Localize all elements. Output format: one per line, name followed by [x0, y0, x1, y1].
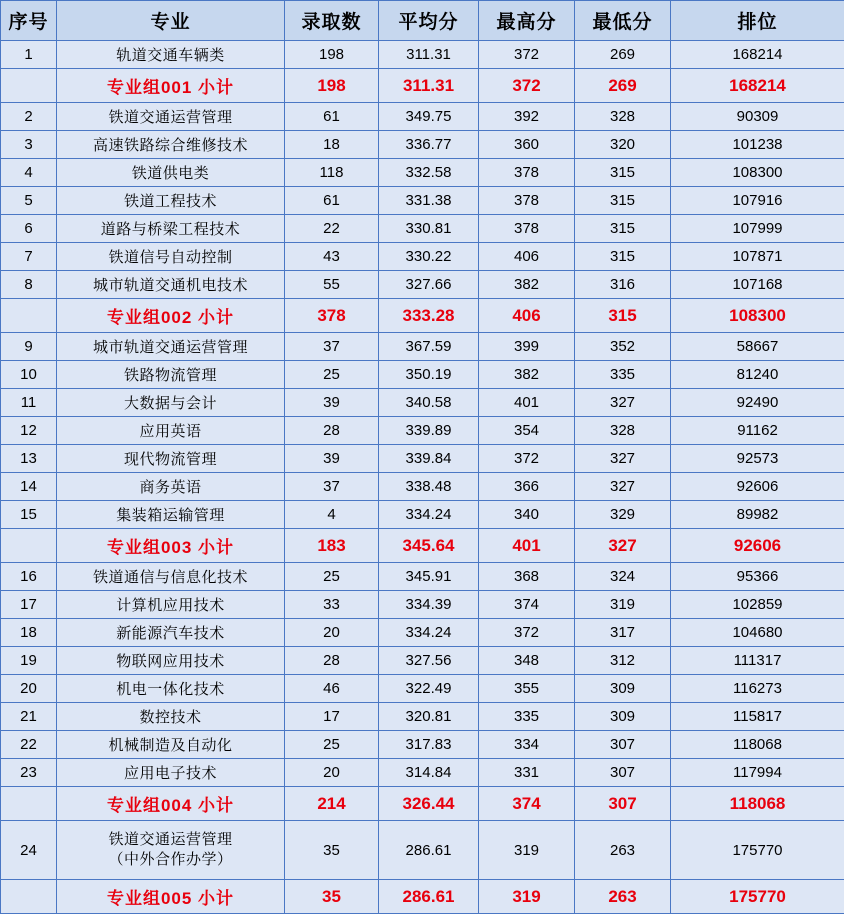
cell-index: 20 — [1, 675, 57, 703]
column-header-index: 序号 — [1, 1, 57, 41]
table-row — [1, 361, 844, 389]
cell-min-score: 352 — [575, 333, 671, 361]
table-row — [1, 473, 844, 501]
cell-max-score: 340 — [479, 501, 575, 529]
cell-max-score: 372 — [479, 619, 575, 647]
cell-min-score: 315 — [575, 187, 671, 215]
cell-major: 铁道工程技术 — [57, 187, 285, 215]
cell-index: 17 — [1, 591, 57, 619]
cell-major: 计算机应用技术 — [57, 591, 285, 619]
cell-index: 13 — [1, 445, 57, 473]
cell-average-score: 334.24 — [379, 619, 479, 647]
cell-max-score: 334 — [479, 731, 575, 759]
cell-rank: 95366 — [671, 563, 844, 591]
cell-rank: 168214 — [671, 41, 844, 69]
subtotal-admitted-count-cell: 35 — [285, 880, 379, 914]
cell-rank: 107871 — [671, 243, 844, 271]
cell-admitted-count: 28 — [285, 417, 379, 445]
cell-admitted-count: 25 — [285, 361, 379, 389]
cell-average-score: 350.19 — [379, 361, 479, 389]
cell-average-score: 320.81 — [379, 703, 479, 731]
cell-min-score: 327 — [575, 389, 671, 417]
cell-average-score: 334.39 — [379, 591, 479, 619]
cell-index: 3 — [1, 131, 57, 159]
cell-min-score: 263 — [575, 821, 671, 880]
cell-average-score: 317.83 — [379, 731, 479, 759]
cell-min-score: 327 — [575, 473, 671, 501]
cell-admitted-count: 18 — [285, 131, 379, 159]
cell-admitted-count: 118 — [285, 159, 379, 187]
cell-min-score: 335 — [575, 361, 671, 389]
cell-max-score: 368 — [479, 563, 575, 591]
header-row — [1, 1, 844, 41]
table-row — [1, 271, 844, 299]
cell-min-score: 327 — [575, 445, 671, 473]
cell-major: 机电一体化技术 — [57, 675, 285, 703]
cell-rank: 108300 — [671, 159, 844, 187]
table-row — [1, 619, 844, 647]
cell-admitted-count: 20 — [285, 759, 379, 787]
cell-average-score: 334.24 — [379, 501, 479, 529]
cell-average-score: 327.66 — [379, 271, 479, 299]
cell-rank: 116273 — [671, 675, 844, 703]
subtotal-average-score-cell: 311.31 — [379, 69, 479, 103]
table-row — [1, 703, 844, 731]
cell-index: 6 — [1, 215, 57, 243]
subtotal-index-cell — [1, 880, 57, 914]
subtotal-max-score-cell: 406 — [479, 299, 575, 333]
cell-rank: 102859 — [671, 591, 844, 619]
table-row — [1, 501, 844, 529]
table-body — [1, 41, 844, 914]
cell-min-score: 309 — [575, 675, 671, 703]
column-header-max-score: 最高分 — [479, 1, 575, 41]
cell-major: 新能源汽车技术 — [57, 619, 285, 647]
cell-admitted-count: 37 — [285, 333, 379, 361]
subtotal-admitted-count-cell: 214 — [285, 787, 379, 821]
table-row — [1, 821, 844, 880]
cell-average-score: 338.48 — [379, 473, 479, 501]
cell-major: 城市轨道交通运营管理 — [57, 333, 285, 361]
cell-max-score: 406 — [479, 243, 575, 271]
subtotal-major-cell: 专业组001 小计 — [57, 69, 285, 103]
cell-major: 铁道交通运营管理 — [57, 103, 285, 131]
table-row — [1, 215, 844, 243]
subtotal-major-cell: 专业组005 小计 — [57, 880, 285, 914]
cell-min-score: 316 — [575, 271, 671, 299]
subtotal-min-score-cell: 269 — [575, 69, 671, 103]
cell-admitted-count: 17 — [285, 703, 379, 731]
table-row — [1, 389, 844, 417]
cell-min-score: 309 — [575, 703, 671, 731]
major-name-line: 铁道交通运营管理 — [57, 830, 284, 850]
cell-index: 4 — [1, 159, 57, 187]
cell-max-score: 366 — [479, 473, 575, 501]
cell-major: 铁道通信与信息化技术 — [57, 563, 285, 591]
subtotal-max-score-cell: 319 — [479, 880, 575, 914]
cell-admitted-count: 43 — [285, 243, 379, 271]
cell-max-score: 378 — [479, 187, 575, 215]
cell-rank: 90309 — [671, 103, 844, 131]
cell-min-score: 324 — [575, 563, 671, 591]
table-row — [1, 591, 844, 619]
cell-admitted-count: 39 — [285, 445, 379, 473]
subtotal-average-score-cell: 326.44 — [379, 787, 479, 821]
cell-rank: 117994 — [671, 759, 844, 787]
cell-min-score: 315 — [575, 215, 671, 243]
cell-index: 8 — [1, 271, 57, 299]
subtotal-min-score-cell: 315 — [575, 299, 671, 333]
cell-max-score: 331 — [479, 759, 575, 787]
cell-average-score: 286.61 — [379, 821, 479, 880]
cell-index: 5 — [1, 187, 57, 215]
subtotal-min-score-cell: 327 — [575, 529, 671, 563]
cell-average-score: 339.84 — [379, 445, 479, 473]
cell-max-score: 335 — [479, 703, 575, 731]
table-row — [1, 187, 844, 215]
subtotal-max-score-cell: 401 — [479, 529, 575, 563]
cell-major: 轨道交通车辆类 — [57, 41, 285, 69]
cell-major: 铁道信号自动控制 — [57, 243, 285, 271]
table-header — [1, 1, 844, 41]
cell-rank: 91162 — [671, 417, 844, 445]
major-name-line: （中外合作办学） — [57, 850, 284, 870]
cell-min-score: 315 — [575, 159, 671, 187]
subtotal-rank-cell: 118068 — [671, 787, 844, 821]
cell-rank: 92573 — [671, 445, 844, 473]
cell-average-score: 345.91 — [379, 563, 479, 591]
cell-major — [57, 821, 285, 880]
cell-average-score: 322.49 — [379, 675, 479, 703]
cell-max-score: 354 — [479, 417, 575, 445]
table-row — [1, 131, 844, 159]
cell-average-score: 367.59 — [379, 333, 479, 361]
cell-index: 15 — [1, 501, 57, 529]
cell-index: 9 — [1, 333, 57, 361]
cell-rank: 175770 — [671, 821, 844, 880]
cell-index: 22 — [1, 731, 57, 759]
cell-admitted-count: 61 — [285, 103, 379, 131]
cell-major: 城市轨道交通机电技术 — [57, 271, 285, 299]
cell-average-score: 339.89 — [379, 417, 479, 445]
subtotal-rank-cell: 168214 — [671, 69, 844, 103]
subtotal-max-score-cell: 374 — [479, 787, 575, 821]
subtotal-major-cell: 专业组002 小计 — [57, 299, 285, 333]
subtotal-average-score-cell: 286.61 — [379, 880, 479, 914]
cell-major: 铁路物流管理 — [57, 361, 285, 389]
cell-index: 16 — [1, 563, 57, 591]
column-header-admitted-count: 录取数 — [285, 1, 379, 41]
cell-major: 大数据与会计 — [57, 389, 285, 417]
cell-average-score: 331.38 — [379, 187, 479, 215]
subtotal-average-score-cell: 345.64 — [379, 529, 479, 563]
cell-index: 2 — [1, 103, 57, 131]
cell-index: 12 — [1, 417, 57, 445]
cell-major: 集装箱运输管理 — [57, 501, 285, 529]
table-row — [1, 445, 844, 473]
cell-major: 数控技术 — [57, 703, 285, 731]
cell-max-score: 399 — [479, 333, 575, 361]
cell-admitted-count: 4 — [285, 501, 379, 529]
cell-max-score: 378 — [479, 159, 575, 187]
subtotal-average-score-cell: 333.28 — [379, 299, 479, 333]
cell-admitted-count: 33 — [285, 591, 379, 619]
table-row — [1, 41, 844, 69]
cell-average-score: 327.56 — [379, 647, 479, 675]
cell-major: 商务英语 — [57, 473, 285, 501]
subtotal-index-cell — [1, 529, 57, 563]
subtotal-rank-cell: 175770 — [671, 880, 844, 914]
cell-rank: 107168 — [671, 271, 844, 299]
cell-index: 23 — [1, 759, 57, 787]
cell-average-score: 330.22 — [379, 243, 479, 271]
cell-rank: 81240 — [671, 361, 844, 389]
cell-rank: 92490 — [671, 389, 844, 417]
cell-min-score: 315 — [575, 243, 671, 271]
cell-index: 14 — [1, 473, 57, 501]
cell-index: 24 — [1, 821, 57, 880]
cell-major: 铁道供电类 — [57, 159, 285, 187]
cell-max-score: 401 — [479, 389, 575, 417]
cell-average-score: 336.77 — [379, 131, 479, 159]
cell-max-score: 392 — [479, 103, 575, 131]
cell-major: 高速铁路综合维修技术 — [57, 131, 285, 159]
cell-admitted-count: 39 — [285, 389, 379, 417]
cell-index: 19 — [1, 647, 57, 675]
cell-admitted-count: 198 — [285, 41, 379, 69]
cell-admitted-count: 22 — [285, 215, 379, 243]
cell-admitted-count: 20 — [285, 619, 379, 647]
cell-admitted-count: 61 — [285, 187, 379, 215]
subtotal-major-cell: 专业组004 小计 — [57, 787, 285, 821]
cell-rank: 58667 — [671, 333, 844, 361]
table-row — [1, 333, 844, 361]
cell-max-score: 382 — [479, 271, 575, 299]
cell-max-score: 374 — [479, 591, 575, 619]
subtotal-min-score-cell: 307 — [575, 787, 671, 821]
cell-index: 18 — [1, 619, 57, 647]
cell-rank: 107916 — [671, 187, 844, 215]
cell-average-score: 311.31 — [379, 41, 479, 69]
subtotal-row — [1, 69, 844, 103]
cell-admitted-count: 25 — [285, 563, 379, 591]
subtotal-admitted-count-cell: 183 — [285, 529, 379, 563]
cell-min-score: 329 — [575, 501, 671, 529]
cell-major: 机械制造及自动化 — [57, 731, 285, 759]
cell-min-score: 312 — [575, 647, 671, 675]
cell-index: 7 — [1, 243, 57, 271]
cell-min-score: 307 — [575, 759, 671, 787]
cell-min-score: 320 — [575, 131, 671, 159]
table-row — [1, 103, 844, 131]
cell-major: 应用英语 — [57, 417, 285, 445]
cell-rank: 111317 — [671, 647, 844, 675]
table-row — [1, 731, 844, 759]
column-header-average-score: 平均分 — [379, 1, 479, 41]
table-row — [1, 759, 844, 787]
cell-min-score: 317 — [575, 619, 671, 647]
cell-max-score: 355 — [479, 675, 575, 703]
subtotal-index-cell — [1, 787, 57, 821]
column-header-min-score: 最低分 — [575, 1, 671, 41]
cell-admitted-count: 25 — [285, 731, 379, 759]
cell-major: 物联网应用技术 — [57, 647, 285, 675]
subtotal-row — [1, 529, 844, 563]
cell-rank: 92606 — [671, 473, 844, 501]
subtotal-min-score-cell: 263 — [575, 880, 671, 914]
cell-average-score: 349.75 — [379, 103, 479, 131]
cell-index: 21 — [1, 703, 57, 731]
cell-average-score: 314.84 — [379, 759, 479, 787]
cell-max-score: 372 — [479, 445, 575, 473]
table-row — [1, 417, 844, 445]
cell-admitted-count: 35 — [285, 821, 379, 880]
cell-average-score: 340.58 — [379, 389, 479, 417]
cell-min-score: 319 — [575, 591, 671, 619]
subtotal-index-cell — [1, 69, 57, 103]
cell-index: 11 — [1, 389, 57, 417]
cell-rank: 107999 — [671, 215, 844, 243]
cell-rank: 115817 — [671, 703, 844, 731]
cell-max-score: 378 — [479, 215, 575, 243]
subtotal-rank-cell: 92606 — [671, 529, 844, 563]
subtotal-index-cell — [1, 299, 57, 333]
table-row — [1, 159, 844, 187]
table-row — [1, 675, 844, 703]
subtotal-major-cell: 专业组003 小计 — [57, 529, 285, 563]
cell-index: 10 — [1, 361, 57, 389]
cell-admitted-count: 28 — [285, 647, 379, 675]
subtotal-rank-cell: 108300 — [671, 299, 844, 333]
cell-average-score: 330.81 — [379, 215, 479, 243]
cell-average-score: 332.58 — [379, 159, 479, 187]
subtotal-row — [1, 299, 844, 333]
cell-admitted-count: 37 — [285, 473, 379, 501]
table-row — [1, 243, 844, 271]
cell-max-score: 372 — [479, 41, 575, 69]
cell-major: 应用电子技术 — [57, 759, 285, 787]
cell-rank: 118068 — [671, 731, 844, 759]
cell-rank: 101238 — [671, 131, 844, 159]
table-row — [1, 563, 844, 591]
cell-index: 1 — [1, 41, 57, 69]
cell-rank: 89982 — [671, 501, 844, 529]
column-header-rank: 排位 — [671, 1, 844, 41]
cell-rank: 104680 — [671, 619, 844, 647]
cell-min-score: 328 — [575, 103, 671, 131]
cell-min-score: 269 — [575, 41, 671, 69]
subtotal-admitted-count-cell: 378 — [285, 299, 379, 333]
cell-admitted-count: 55 — [285, 271, 379, 299]
cell-max-score: 360 — [479, 131, 575, 159]
cell-min-score: 307 — [575, 731, 671, 759]
subtotal-row — [1, 880, 844, 914]
table-row — [1, 647, 844, 675]
cell-min-score: 328 — [575, 417, 671, 445]
cell-max-score: 319 — [479, 821, 575, 880]
subtotal-row — [1, 787, 844, 821]
cell-admitted-count: 46 — [285, 675, 379, 703]
cell-max-score: 348 — [479, 647, 575, 675]
cell-major: 现代物流管理 — [57, 445, 285, 473]
subtotal-max-score-cell: 372 — [479, 69, 575, 103]
cell-max-score: 382 — [479, 361, 575, 389]
subtotal-admitted-count-cell: 198 — [285, 69, 379, 103]
cell-major: 道路与桥梁工程技术 — [57, 215, 285, 243]
column-header-major: 专业 — [57, 1, 285, 41]
